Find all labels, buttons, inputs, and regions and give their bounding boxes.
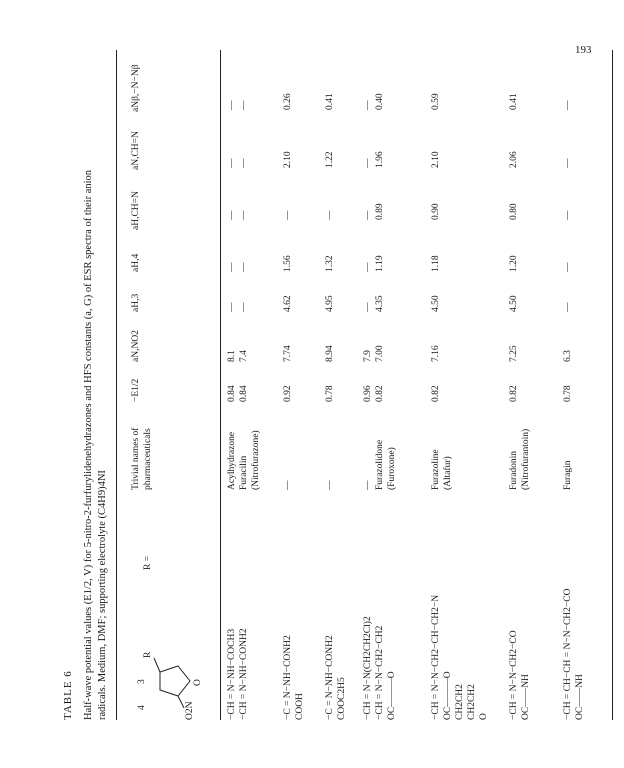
cell-h-ch — [508, 203, 520, 220]
cell-e12 — [362, 385, 386, 402]
cell-h-ch — [362, 203, 386, 220]
cell-r-line: −CH = N−N(CH2CH2Cl)2 — [363, 616, 373, 720]
cell-h-ch — [430, 203, 442, 220]
cell-h4-line: — — [239, 262, 249, 272]
cell-n-no2 — [562, 350, 574, 362]
cell-n-ch-line: — — [239, 158, 249, 168]
cell-h-ch — [562, 211, 574, 221]
cell-n-no2-line: 7.16 — [431, 345, 441, 362]
cell-e12-line: 0.82 — [431, 385, 441, 402]
top-rule — [116, 50, 117, 720]
table-caption — [82, 50, 110, 720]
cell-nb-line: — — [563, 100, 573, 110]
cell-n-no2-line: 7.9 — [363, 350, 373, 362]
cell-h-ch-line: — — [227, 210, 237, 220]
cell-r-line: O — [479, 713, 489, 720]
cell-n-ch — [324, 151, 336, 168]
cell-n-ch-line: — — [227, 158, 237, 168]
header-trivial — [130, 428, 154, 490]
header-n-ch: aN,CH=N — [131, 131, 141, 170]
cell-n-ch-line: 1.22 — [325, 151, 335, 168]
cell-e12 — [562, 385, 574, 402]
cell-h3 — [362, 295, 386, 312]
cell-r — [562, 589, 586, 720]
cell-h4 — [226, 263, 250, 273]
cell-trivial-line: (Nitrofurantoin) — [521, 428, 531, 490]
ring-label-o: O — [193, 679, 203, 686]
cell-r-line: OC———O — [387, 671, 397, 720]
cell-n-ch-line: 2.10 — [283, 151, 293, 168]
cell-n-no2 — [324, 345, 336, 362]
cell-trivial — [226, 430, 262, 490]
cell-h3-line: — — [239, 302, 249, 312]
cell-e12 — [282, 385, 294, 402]
header-r: R = — [143, 555, 153, 570]
ring-label-4: 4 — [137, 705, 147, 710]
header-n-no2: aN,NO2 — [131, 330, 141, 362]
header-trivial-line-2: pharmaceuticals — [143, 428, 153, 490]
cell-n-no2 — [226, 350, 250, 362]
cell-r — [282, 635, 306, 720]
cell-h3-line: 4.35 — [375, 295, 385, 312]
cell-n-no2 — [362, 345, 386, 362]
cell-n-no2-line: 7.74 — [283, 345, 293, 362]
cell-e12-line: 0.84 — [227, 385, 237, 402]
cell-h3 — [430, 295, 442, 312]
cell-r-line: −CH = N−N−CH2−CO — [509, 630, 519, 720]
cell-r-line: −CH = CH−CH = N−N−CH2−CO — [563, 588, 573, 720]
cell-h4-line: 1.18 — [431, 255, 441, 272]
cell-r-line: −CH = N−NH−COCH3 — [227, 628, 237, 720]
cell-h-ch — [226, 211, 250, 221]
cell-n-no2-line: 8.94 — [325, 345, 335, 362]
cell-h3 — [562, 303, 574, 313]
cell-r-line: CH2CH2 — [455, 684, 465, 720]
cell-h-ch-line: — — [325, 210, 335, 220]
header-e12: −E1/2 — [131, 378, 141, 402]
cell-nb — [562, 101, 574, 111]
cell-h3 — [508, 295, 520, 312]
cell-h-ch — [282, 211, 294, 221]
cell-n-no2 — [282, 345, 294, 362]
cell-trivial — [362, 440, 398, 490]
cell-r — [324, 635, 348, 720]
cell-h4-line: — — [563, 262, 573, 272]
cell-h-ch-line: — — [363, 210, 373, 220]
cell-h3 — [282, 295, 294, 312]
cell-nb — [226, 101, 250, 111]
cell-r-line: COOC2H5 — [337, 677, 347, 720]
cell-trivial-line: — — [325, 480, 335, 490]
cell-r-line: OC———O — [443, 671, 453, 720]
cell-h4-line: — — [227, 262, 237, 272]
cell-trivial — [282, 481, 294, 491]
cell-n-ch-line: 1.96 — [375, 151, 385, 168]
cell-n-ch — [226, 159, 250, 169]
cell-h-ch-line: 0.89 — [375, 203, 385, 220]
cell-n-no2-line: 7.00 — [375, 345, 385, 362]
cell-nb — [430, 93, 442, 110]
cell-nb-line: 0.41 — [509, 93, 519, 110]
ring-label-o2n: O2N — [185, 701, 195, 720]
cell-n-ch-line: 2.10 — [431, 151, 441, 168]
cell-h3-line: — — [563, 302, 573, 312]
cell-e12 — [430, 385, 442, 402]
cell-h4 — [508, 255, 520, 272]
cell-nb-line: — — [227, 100, 237, 110]
cell-r — [430, 595, 490, 720]
cell-n-ch-line: 2.06 — [509, 151, 519, 168]
cell-e12-line: 0.82 — [509, 385, 519, 402]
cell-r — [508, 630, 532, 720]
cell-r-line: OC——NH — [521, 674, 531, 720]
cell-n-no2-line: 6.3 — [563, 350, 573, 362]
cell-h-ch — [324, 211, 336, 221]
cell-trivial-line: — — [363, 480, 373, 490]
cell-trivial — [562, 460, 574, 490]
cell-nb — [324, 93, 336, 110]
cell-trivial-line: Furacilin — [239, 455, 249, 490]
header-rule — [220, 50, 221, 720]
cell-trivial-line: — — [283, 480, 293, 490]
cell-nb-line: 0.40 — [375, 93, 385, 110]
page-number: 193 — [575, 44, 592, 56]
cell-e12-line: 0.82 — [375, 385, 385, 402]
cell-h3 — [226, 303, 250, 313]
caption-line-1: Half-wave potential values (E1/2, V) for 5-nitro-2-furfurylidenehydrazones and HFS constants (a, G) of ESR spectra of their anion — [83, 169, 94, 720]
cell-h4 — [562, 263, 574, 273]
cell-h4-line: — — [363, 262, 373, 272]
table-label: TABLE 6 — [62, 670, 74, 720]
cell-h-ch-line: 0.80 — [509, 203, 519, 220]
cell-h3 — [324, 295, 336, 312]
cell-trivial — [324, 481, 336, 491]
cell-e12 — [508, 385, 520, 402]
cell-r-line: CH2CH2 — [467, 684, 477, 720]
cell-r-line: −CH = N−N−CH2−CH2 — [375, 625, 385, 720]
cell-n-ch — [508, 151, 520, 168]
cell-nb — [282, 93, 294, 110]
header-trivial-line-1: Trivial names of — [131, 427, 141, 490]
cell-trivial-line: (Furoxone) — [387, 447, 397, 490]
cell-n-ch — [282, 151, 294, 168]
cell-h3-line: 4.50 — [431, 295, 441, 312]
cell-nb-line: — — [363, 100, 373, 110]
cell-trivial — [508, 429, 532, 490]
cell-e12 — [226, 385, 250, 402]
ring-label-3: 3 — [137, 679, 147, 684]
rotated-table-block — [62, 40, 622, 720]
cell-h4 — [362, 255, 386, 272]
header-h4: aH,4 — [131, 253, 141, 272]
cell-trivial-line: Furazolidone — [375, 439, 385, 490]
cell-h3-line: — — [227, 302, 237, 312]
cell-trivial-line: Acylhydrazone — [227, 431, 237, 490]
cell-h-ch-line: — — [563, 210, 573, 220]
cell-n-no2 — [430, 345, 442, 362]
cell-nb — [362, 93, 386, 110]
cell-h-ch-line: — — [239, 210, 249, 220]
cell-r-line: −CH = N−N−CH2−CH−CH2−N — [431, 594, 441, 720]
cell-r-line: −C = N−NH−CONH2 — [325, 635, 335, 720]
cell-h3-line: 4.62 — [283, 295, 293, 312]
ring-label-r: R — [143, 651, 153, 658]
cell-h4 — [430, 255, 442, 272]
header-h3: aH,3 — [131, 293, 141, 312]
cell-nb-line: — — [239, 100, 249, 110]
cell-nb-line: 0.41 — [325, 93, 335, 110]
cell-n-no2-line: 7.4 — [239, 350, 249, 362]
cell-h-ch-line: 0.90 — [431, 203, 441, 220]
header-nb: aNβ,−N−Nβ — [131, 64, 141, 112]
caption-line-2: radicals. Medium, DMF; supporting electrolyte (C4H9)4NI — [97, 470, 108, 720]
bottom-rule — [612, 50, 613, 720]
cell-trivial-line: Furazoline — [431, 449, 441, 490]
cell-n-no2 — [508, 345, 520, 362]
cell-h-ch-line: — — [283, 210, 293, 220]
cell-trivial-line: Furagin — [563, 460, 573, 490]
cell-h4-line: 1.56 — [283, 255, 293, 272]
cell-e12 — [324, 385, 336, 402]
cell-trivial-line: (Altafur) — [443, 456, 453, 490]
cell-e12-line: 0.96 — [363, 385, 373, 402]
cell-e12-line: 0.92 — [283, 385, 293, 402]
cell-h4-line: 1.19 — [375, 255, 385, 272]
cell-nb-line: 0.59 — [431, 93, 441, 110]
cell-h4-line: 1.20 — [509, 255, 519, 272]
cell-n-ch — [562, 159, 574, 169]
cell-h4-line: 1.32 — [325, 255, 335, 272]
header-h-ch: aH,CH=N — [131, 191, 141, 230]
cell-h4 — [282, 255, 294, 272]
cell-trivial — [430, 449, 454, 490]
cell-trivial-line: Furadonin — [509, 450, 519, 490]
cell-trivial-line: (Nitrofurazone) — [251, 430, 261, 490]
cell-n-ch — [430, 151, 442, 168]
cell-e12-line: 0.84 — [239, 385, 249, 402]
cell-n-ch-line: — — [563, 158, 573, 168]
cell-n-no2-line: 7.25 — [509, 345, 519, 362]
cell-h3-line: 4.95 — [325, 295, 335, 312]
cell-n-ch-line: — — [363, 158, 373, 168]
cell-h4 — [324, 255, 336, 272]
cell-r-line: OC——NH — [575, 674, 585, 720]
cell-r-line: COOH — [295, 693, 305, 720]
cell-n-no2-line: 8.1 — [227, 350, 237, 362]
cell-n-ch — [362, 151, 386, 168]
cell-e12-line: 0.78 — [563, 385, 573, 402]
cell-h3-line: 4.50 — [509, 295, 519, 312]
cell-r — [226, 628, 250, 720]
cell-r — [362, 616, 398, 720]
cell-nb-line: 0.26 — [283, 93, 293, 110]
cell-e12-line: 0.78 — [325, 385, 335, 402]
cell-h3-line: — — [363, 302, 373, 312]
cell-nb — [508, 93, 520, 110]
cell-r-line: −CH = N−NH−CONH2 — [239, 628, 249, 720]
cell-r-line: −C = N−NH−CONH2 — [283, 635, 293, 720]
